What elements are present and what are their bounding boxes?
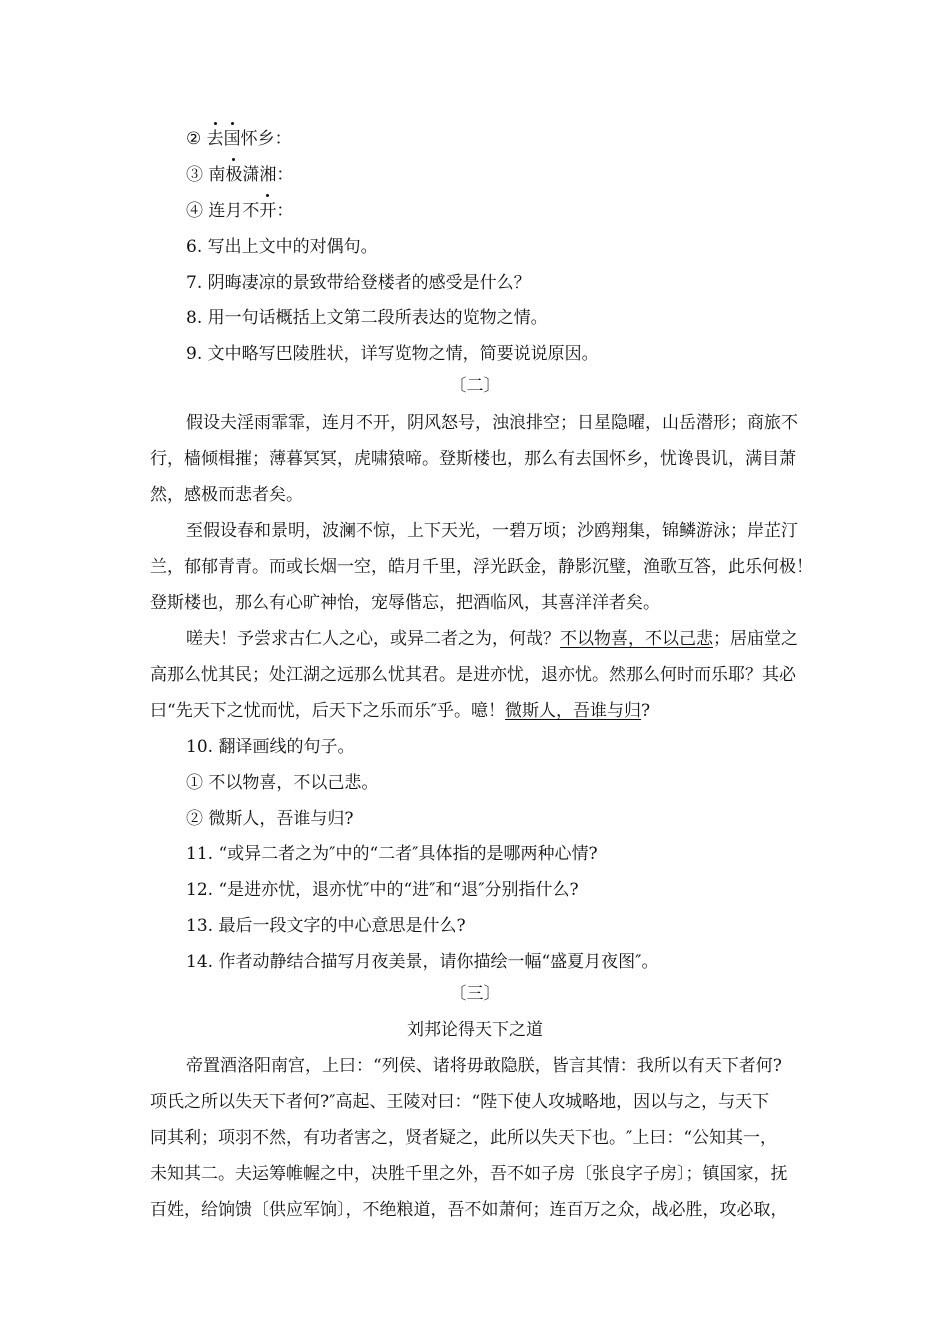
emphasis-char: 极 xyxy=(225,165,243,185)
passage-3-line-1: 帝置酒洛阳南宫，上曰：“列侯、诸将毋敢隐朕，皆言其情：我所以有天下者何? xyxy=(186,1056,782,1076)
question-7: 7. 阴晦凄凉的景致带给登楼者的感受是什么？ xyxy=(186,273,531,293)
q5-item-4 xyxy=(186,200,293,222)
passage-3-line-4: 未知其二。夫运筹帷幄之中，决胜千里之外，吾不如子房〔张良字子房〕；镇国家，抚 xyxy=(150,1164,788,1184)
question-12: 12. “是进亦忧，退亦忧″中的“进″和“退″分别指什么? xyxy=(186,880,579,900)
text-run: 曰“先天下之忧而忧，后天下之乐而乐″乎。噫！ xyxy=(150,701,506,721)
question-6: 6. 写出上文中的对偶句。 xyxy=(186,237,378,257)
underlined-sentence: 不以物喜，不以己悲 xyxy=(560,629,713,649)
item-text: 潇湘： xyxy=(242,165,294,185)
item-text: 怀乡： xyxy=(240,129,292,149)
passage-2-p3-line-3 xyxy=(150,700,650,722)
passage-2-p2-line-2: 兰，郁郁青青。而或长烟一空，皓月千里，浮光跃金，静影沉璧，渔歌互答，此乐何极！ xyxy=(150,557,813,577)
passage-2-p2-line-3: 登斯楼也，那么有心旷神怡，宠辱偕忘，把酒临风，其喜洋洋者矣。 xyxy=(150,593,660,613)
q5-item-3 xyxy=(186,164,293,186)
section-2-title: 〔二〕 xyxy=(449,376,501,396)
passage-2-p2-line-1: 至假设春和景明，波澜不惊，上下天光，一碧万顷；沙鸥翔集，锦鳞游泳；岸芷汀 xyxy=(186,521,798,541)
q5-item-2 xyxy=(186,128,292,150)
text-run: ? xyxy=(641,701,651,721)
passage-3-line-2: 项氏之所以失天下者何?″高起、王陵对曰：“陛下使人攻城略地，因以与之，与天下 xyxy=(150,1092,770,1112)
question-9: 9. 文中略写巴陵胜状，详写览物之情，简要说说原因。 xyxy=(186,344,599,364)
item-text: ④ 连月不 xyxy=(186,201,260,221)
question-8: 8. 用一句话概括上文第二段所表达的览物之情。 xyxy=(186,308,548,328)
question-10: 10. 翻译画线的句子。 xyxy=(186,737,355,757)
section-3-subtitle: 刘邦论得天下之道 xyxy=(407,1020,543,1040)
question-14: 14. 作者动静结合描写月夜美景，请你描绘一幅“盛夏月夜图″。 xyxy=(186,952,659,972)
item-text: ： xyxy=(276,201,294,221)
item-text: ③ 南 xyxy=(186,165,226,185)
passage-3-line-5: 百姓，给饷馈〔供应军饷〕，不绝粮道，吾不如萧何；连百万之众，战必胜，攻必取， xyxy=(150,1200,788,1220)
emphasis-char: 开 xyxy=(259,201,277,221)
item-prefix: ② xyxy=(186,129,207,149)
passage-2-p1-line-2: 行，樯倾楫摧；薄暮冥冥，虎啸猿啼。登斯楼也，那么有去国怀乡，忧谗畏讥，满目萧 xyxy=(150,449,796,469)
passage-2-p3-line-1 xyxy=(186,628,798,650)
passage-2-p1-line-3: 然，感极而悲者矣。 xyxy=(150,485,303,505)
question-11: 11. “或异二者之为″中的“二者″具体指的是哪两种心情? xyxy=(186,844,598,864)
question-10-item-1: ① 不以物喜，不以己悲。 xyxy=(186,773,379,793)
passage-2-p1-line-1: 假设夫淫雨霏霏，连月不开，阴风怒号，浊浪排空；日星隐曜，山岳潜形；商旅不 xyxy=(186,413,798,433)
text-run: ；居庙堂之 xyxy=(713,629,798,649)
underlined-sentence: 微斯人，吾谁与归 xyxy=(505,701,642,721)
emphasis-char: 国 xyxy=(223,129,241,149)
text-run: 嗟夫！予尝求古仁人之心，或异二者之为，何哉？ xyxy=(186,629,560,649)
section-3-title: 〔三〕 xyxy=(449,984,501,1004)
emphasis-char: 去 xyxy=(206,129,224,149)
question-13: 13. 最后一段文字的中心意思是什么? xyxy=(186,916,466,936)
passage-3-line-3: 同其利；项羽不然，有功者害之，贤者疑之，此所以失天下也。″上曰：“公知其一， xyxy=(150,1128,778,1148)
question-10-item-2: ② 微斯人，吾谁与归? xyxy=(186,809,354,829)
passage-2-p3-line-2: 高那么忧其民；处江湖之远那么忧其君。是进亦忧，退亦忧。然那么何时而乐耶？其必 xyxy=(150,665,796,685)
